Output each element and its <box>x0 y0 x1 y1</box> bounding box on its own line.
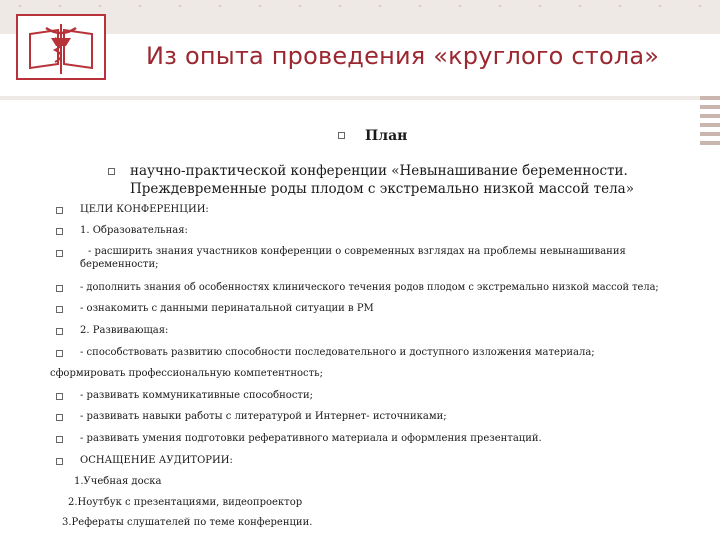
educational-item-2: - дополнить знания об особенностях клинического течения родов плодом с экстремально низкой массой тела; <box>80 282 659 293</box>
equipment-item-1: 1.Учебная доска <box>74 476 162 487</box>
equipment-item-3: 3.Рефераты слушателей по теме конференции. <box>62 517 313 528</box>
developing-heading: 2. Развивающая: <box>80 325 169 336</box>
plan-heading: План <box>365 128 408 144</box>
bullet-icon <box>56 285 63 292</box>
educational-item-1-line-1: - расширить знания участников конференции о современных взглядах на проблемы невынашивания <box>88 246 626 257</box>
developing-item-1-continuation: сформировать профессиональную компетентность; <box>50 368 323 379</box>
bullet-icon <box>338 132 345 139</box>
developing-item-3: - развивать навыки работы с литературой и Интернет- источниками; <box>80 411 447 422</box>
bullet-icon <box>56 228 63 235</box>
equipment-item-2: 2.Ноутбук с презентациями, видеопроектор <box>68 497 303 508</box>
plan-line-2: Преждевременные роды плодом с экстремально низкой массой тела» <box>130 181 634 197</box>
bullet-icon <box>56 458 63 465</box>
bullet-icon <box>56 414 63 421</box>
logo <box>16 14 106 80</box>
bullet-icon <box>56 207 63 214</box>
developing-item-4: - развивать умения подготовки реферативного материала и оформления презентаций. <box>80 433 542 444</box>
bullet-icon <box>56 306 63 313</box>
equipment-heading: ОСНАЩЕНИЕ АУДИТОРИИ: <box>80 455 233 466</box>
page-title: Из опыта проведения «круглого стола» <box>146 42 660 70</box>
bullet-icon <box>56 393 63 400</box>
developing-item-1: - способствовать развитию способности последовательного и доступного изложения материала; <box>80 347 595 358</box>
right-edge-decoration <box>700 96 720 150</box>
educational-item-1-line-2: беременности; <box>80 259 159 270</box>
goals-heading: ЦЕЛИ КОНФЕРЕНЦИИ: <box>80 204 209 215</box>
plan-line-1: научно-практической конференции «Невынашивание беременности. <box>130 163 628 179</box>
bullet-icon <box>56 350 63 357</box>
caduceus-book-icon <box>18 16 104 78</box>
developing-item-2: - развивать коммуникативные способности; <box>80 390 313 401</box>
educational-item-3: - ознакомить с данными перинатальной ситуации в РМ <box>80 303 374 314</box>
bullet-icon <box>56 328 63 335</box>
bullet-icon <box>56 250 63 257</box>
bullet-icon <box>108 168 115 175</box>
educational-heading: 1. Образовательная: <box>80 225 188 236</box>
bullet-icon <box>56 436 63 443</box>
